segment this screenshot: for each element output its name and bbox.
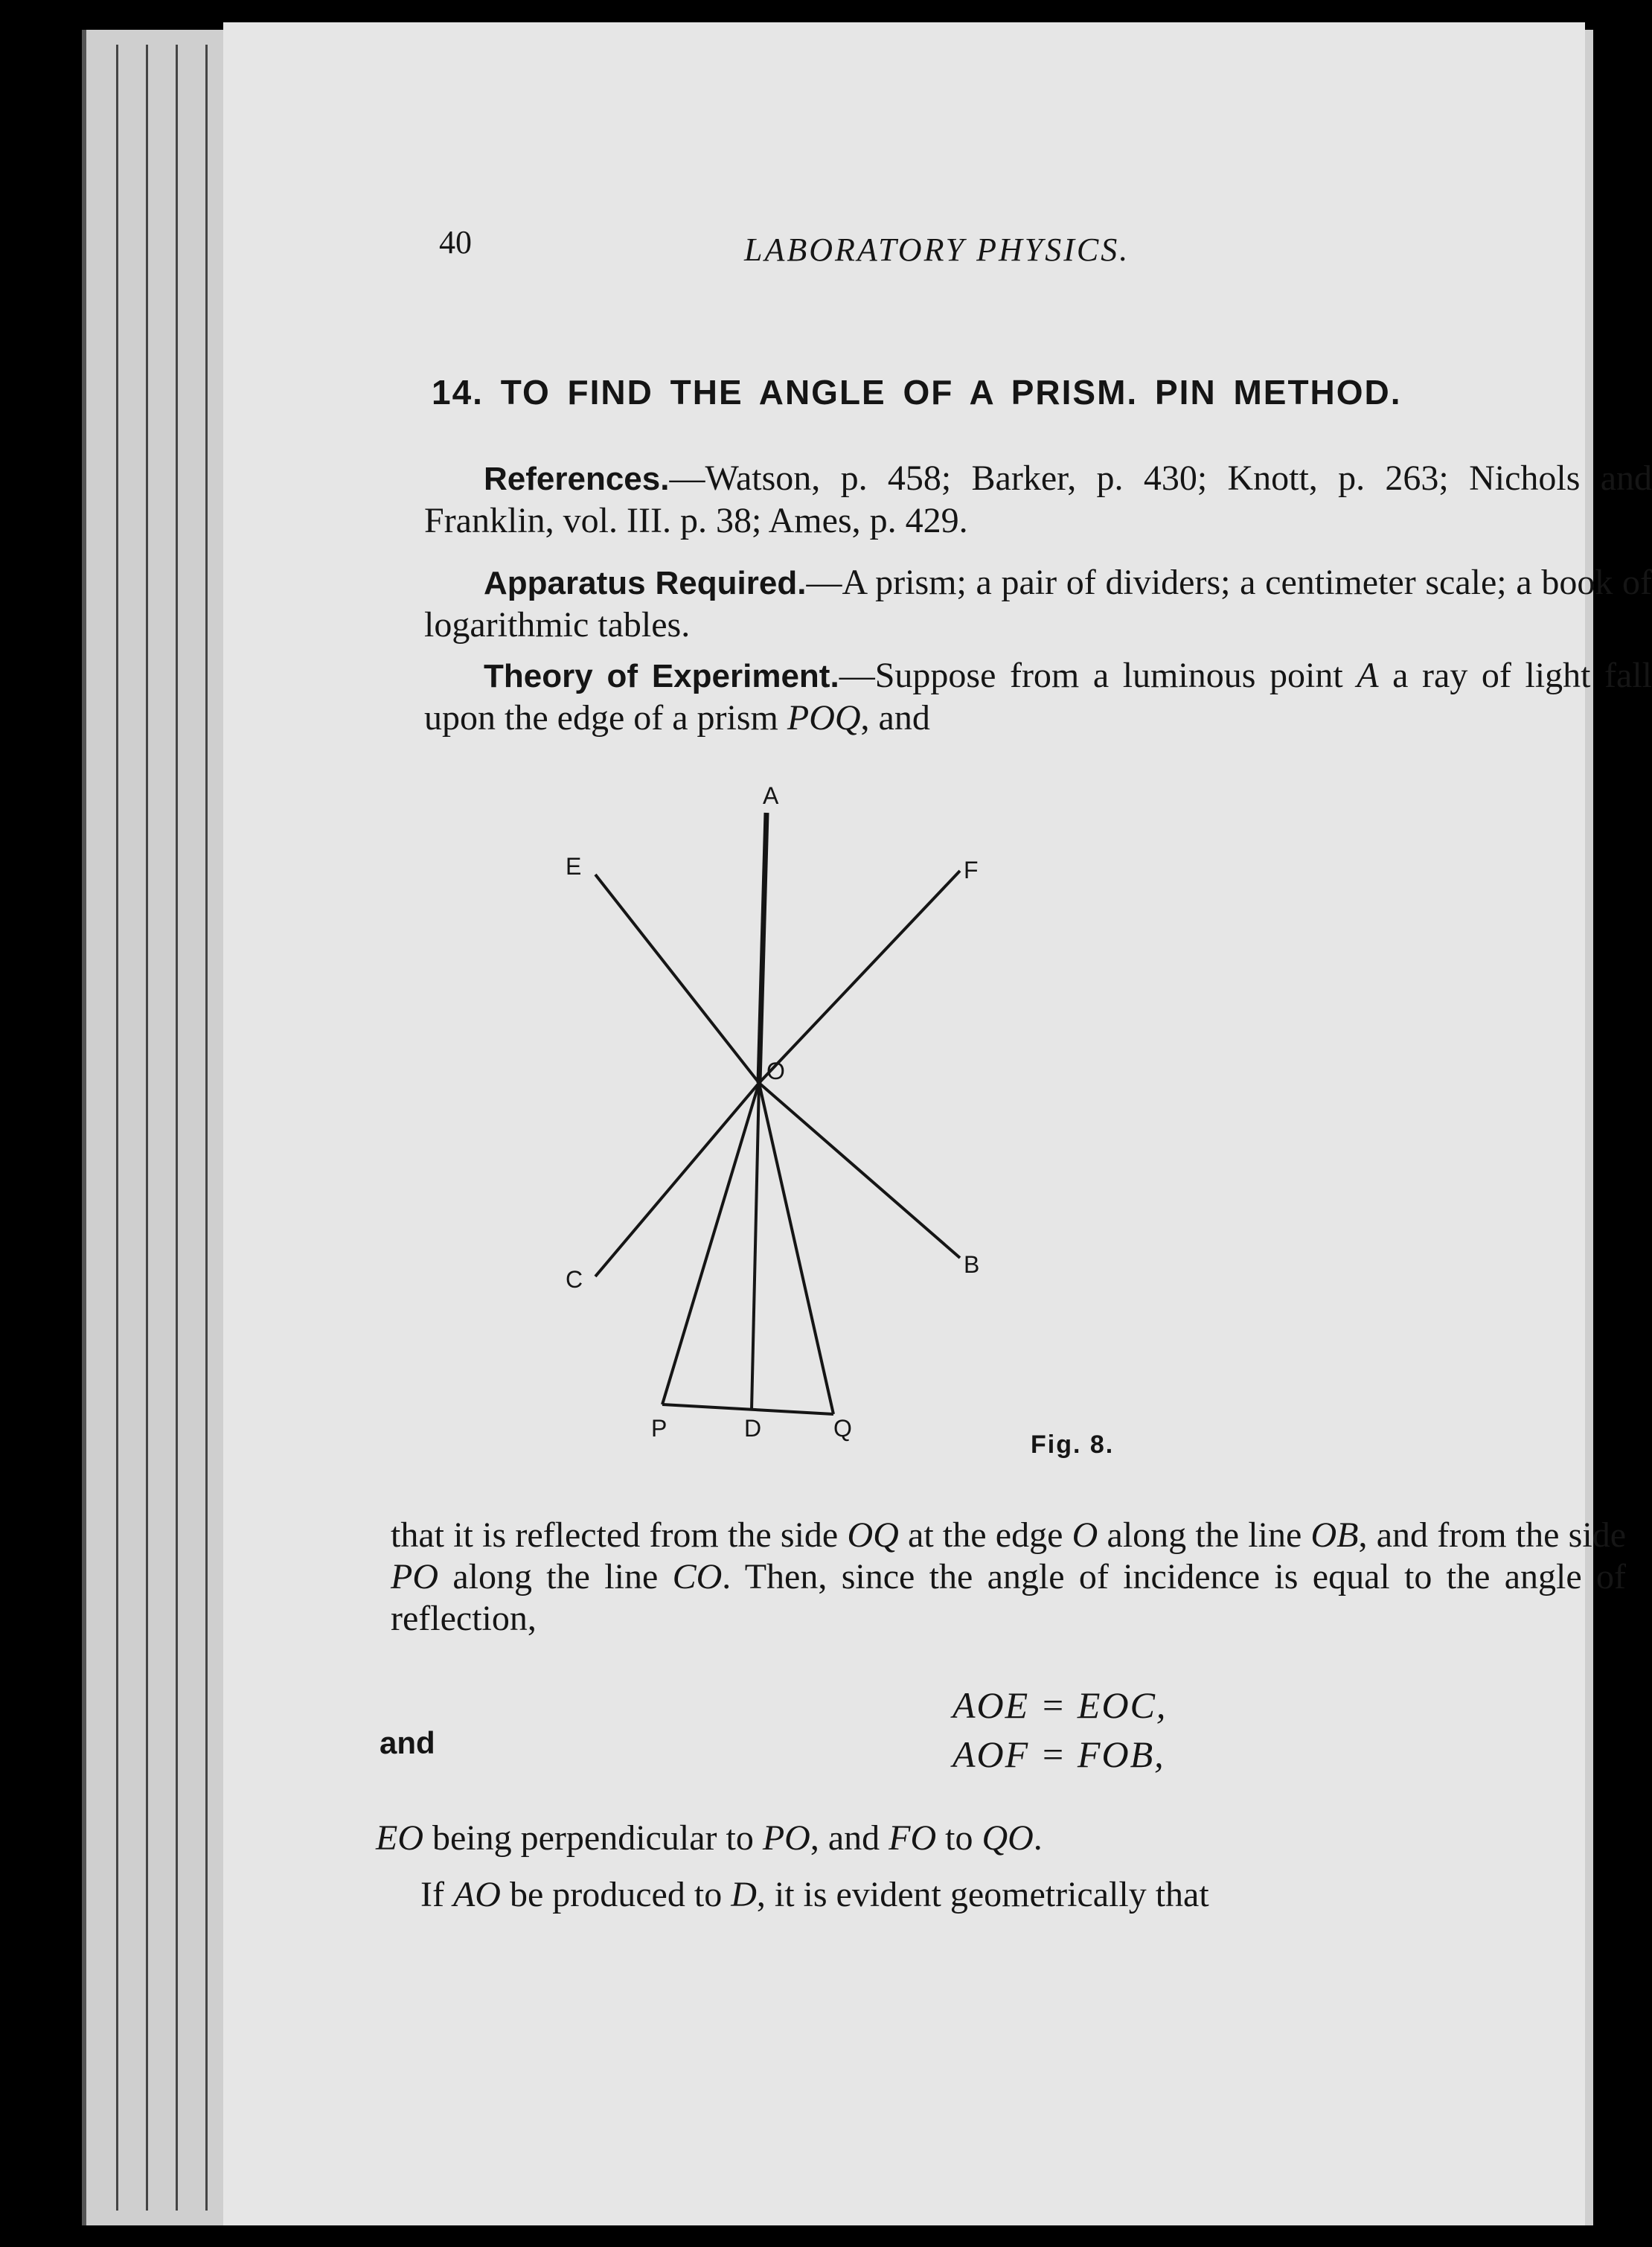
references-lead: References. bbox=[484, 461, 670, 497]
body-text: be produced to bbox=[500, 1875, 731, 1914]
label-c: C bbox=[566, 1266, 583, 1293]
label-o: O bbox=[766, 1058, 785, 1084]
label-e: E bbox=[566, 853, 582, 880]
book-page bbox=[223, 22, 1652, 2225]
line-ob bbox=[759, 1083, 960, 1258]
theory-text: , and bbox=[860, 698, 930, 738]
label-p: P bbox=[651, 1415, 667, 1442]
theory-text: —Suppose from a luminous point bbox=[839, 656, 1357, 695]
page-edge-line bbox=[176, 45, 178, 2211]
equation-and-label: and bbox=[380, 1725, 435, 1760]
perpendicular-paragraph bbox=[376, 1818, 1604, 1859]
theory-lead: Theory of Experiment. bbox=[484, 658, 839, 694]
body-text: along the line bbox=[438, 1557, 673, 1596]
equation-1: AOE = EOC, bbox=[953, 1684, 1168, 1726]
section-title: 14. TO FIND THE ANGLE OF A PRISM. PIN METHOD. bbox=[432, 373, 1402, 412]
geometric-paragraph bbox=[376, 1874, 1626, 1916]
math-qo: QO bbox=[982, 1818, 1034, 1858]
math-ao: AO bbox=[452, 1875, 501, 1914]
page-number: 40 bbox=[439, 224, 472, 261]
body-text: , and from the side bbox=[1358, 1515, 1626, 1555]
page-edge-line bbox=[116, 45, 118, 2211]
math-o: O bbox=[1072, 1515, 1098, 1555]
body-text: . Then, since the angle of incidence is equal to the angle of reflection, bbox=[391, 1557, 1626, 1638]
running-head: LABORATORY PHYSICS. bbox=[744, 231, 1130, 268]
line-oq bbox=[759, 1083, 833, 1414]
prism-diagram bbox=[566, 782, 1414, 1442]
math-po: PO bbox=[391, 1557, 438, 1596]
body-text: If bbox=[420, 1875, 453, 1914]
equation-2: AOF = FOB, bbox=[953, 1733, 1165, 1775]
label-f: F bbox=[964, 857, 979, 883]
math-co: CO bbox=[672, 1557, 723, 1596]
references-paragraph bbox=[424, 458, 1652, 542]
body-text: at the edge bbox=[898, 1515, 1072, 1555]
theory-paragraph bbox=[424, 655, 1652, 739]
math-po: PO bbox=[762, 1818, 810, 1858]
label-a: A bbox=[763, 782, 779, 809]
body-text: along the line bbox=[1098, 1515, 1311, 1555]
line-fo bbox=[759, 871, 960, 1083]
line-od bbox=[752, 1083, 759, 1410]
math-a: A bbox=[1357, 656, 1379, 695]
line-ao bbox=[759, 813, 766, 1083]
body-text: . bbox=[1033, 1818, 1043, 1858]
math-eo: EO bbox=[376, 1818, 423, 1858]
label-q: Q bbox=[833, 1415, 852, 1442]
body-text: , and bbox=[810, 1818, 889, 1858]
body-text: being perpendicular to bbox=[423, 1818, 763, 1858]
math-fo: FO bbox=[889, 1818, 937, 1858]
page-edge-line bbox=[205, 45, 208, 2211]
theory-text: a ray of light fall upon the edge of a prism bbox=[424, 656, 1652, 738]
math-poq: POQ bbox=[787, 698, 861, 738]
line-op bbox=[662, 1083, 759, 1404]
line-eo bbox=[595, 875, 759, 1083]
label-d: D bbox=[744, 1415, 762, 1442]
math-d: D bbox=[731, 1875, 757, 1914]
line-oc bbox=[595, 1083, 759, 1276]
math-ob: OB bbox=[1310, 1515, 1359, 1555]
apparatus-text: —A prism; a pair of dividers; a centimeter scale; a book of logarithmic tables. bbox=[424, 563, 1652, 645]
page-edge-line bbox=[146, 45, 148, 2211]
references-text: —Watson, p. 458; Barker, p. 430; Knott, p. 263; Nichols and Franklin, vol. III. p. 38; Ames, p. 429. bbox=[424, 458, 1652, 540]
figure-caption: Fig. 8. bbox=[1031, 1431, 1115, 1459]
continuation-paragraph bbox=[391, 1515, 1626, 1640]
apparatus-lead: Apparatus Required. bbox=[484, 565, 807, 601]
figure-prism-diagram bbox=[566, 782, 1414, 1442]
body-text: that it is reflected from the side bbox=[391, 1515, 848, 1555]
body-text: to bbox=[936, 1818, 982, 1858]
apparatus-paragraph bbox=[424, 562, 1652, 646]
math-oq: OQ bbox=[847, 1515, 899, 1555]
line-pq bbox=[662, 1404, 833, 1414]
body-text: , it is evident geometrically that bbox=[756, 1875, 1209, 1914]
label-b: B bbox=[964, 1251, 980, 1278]
